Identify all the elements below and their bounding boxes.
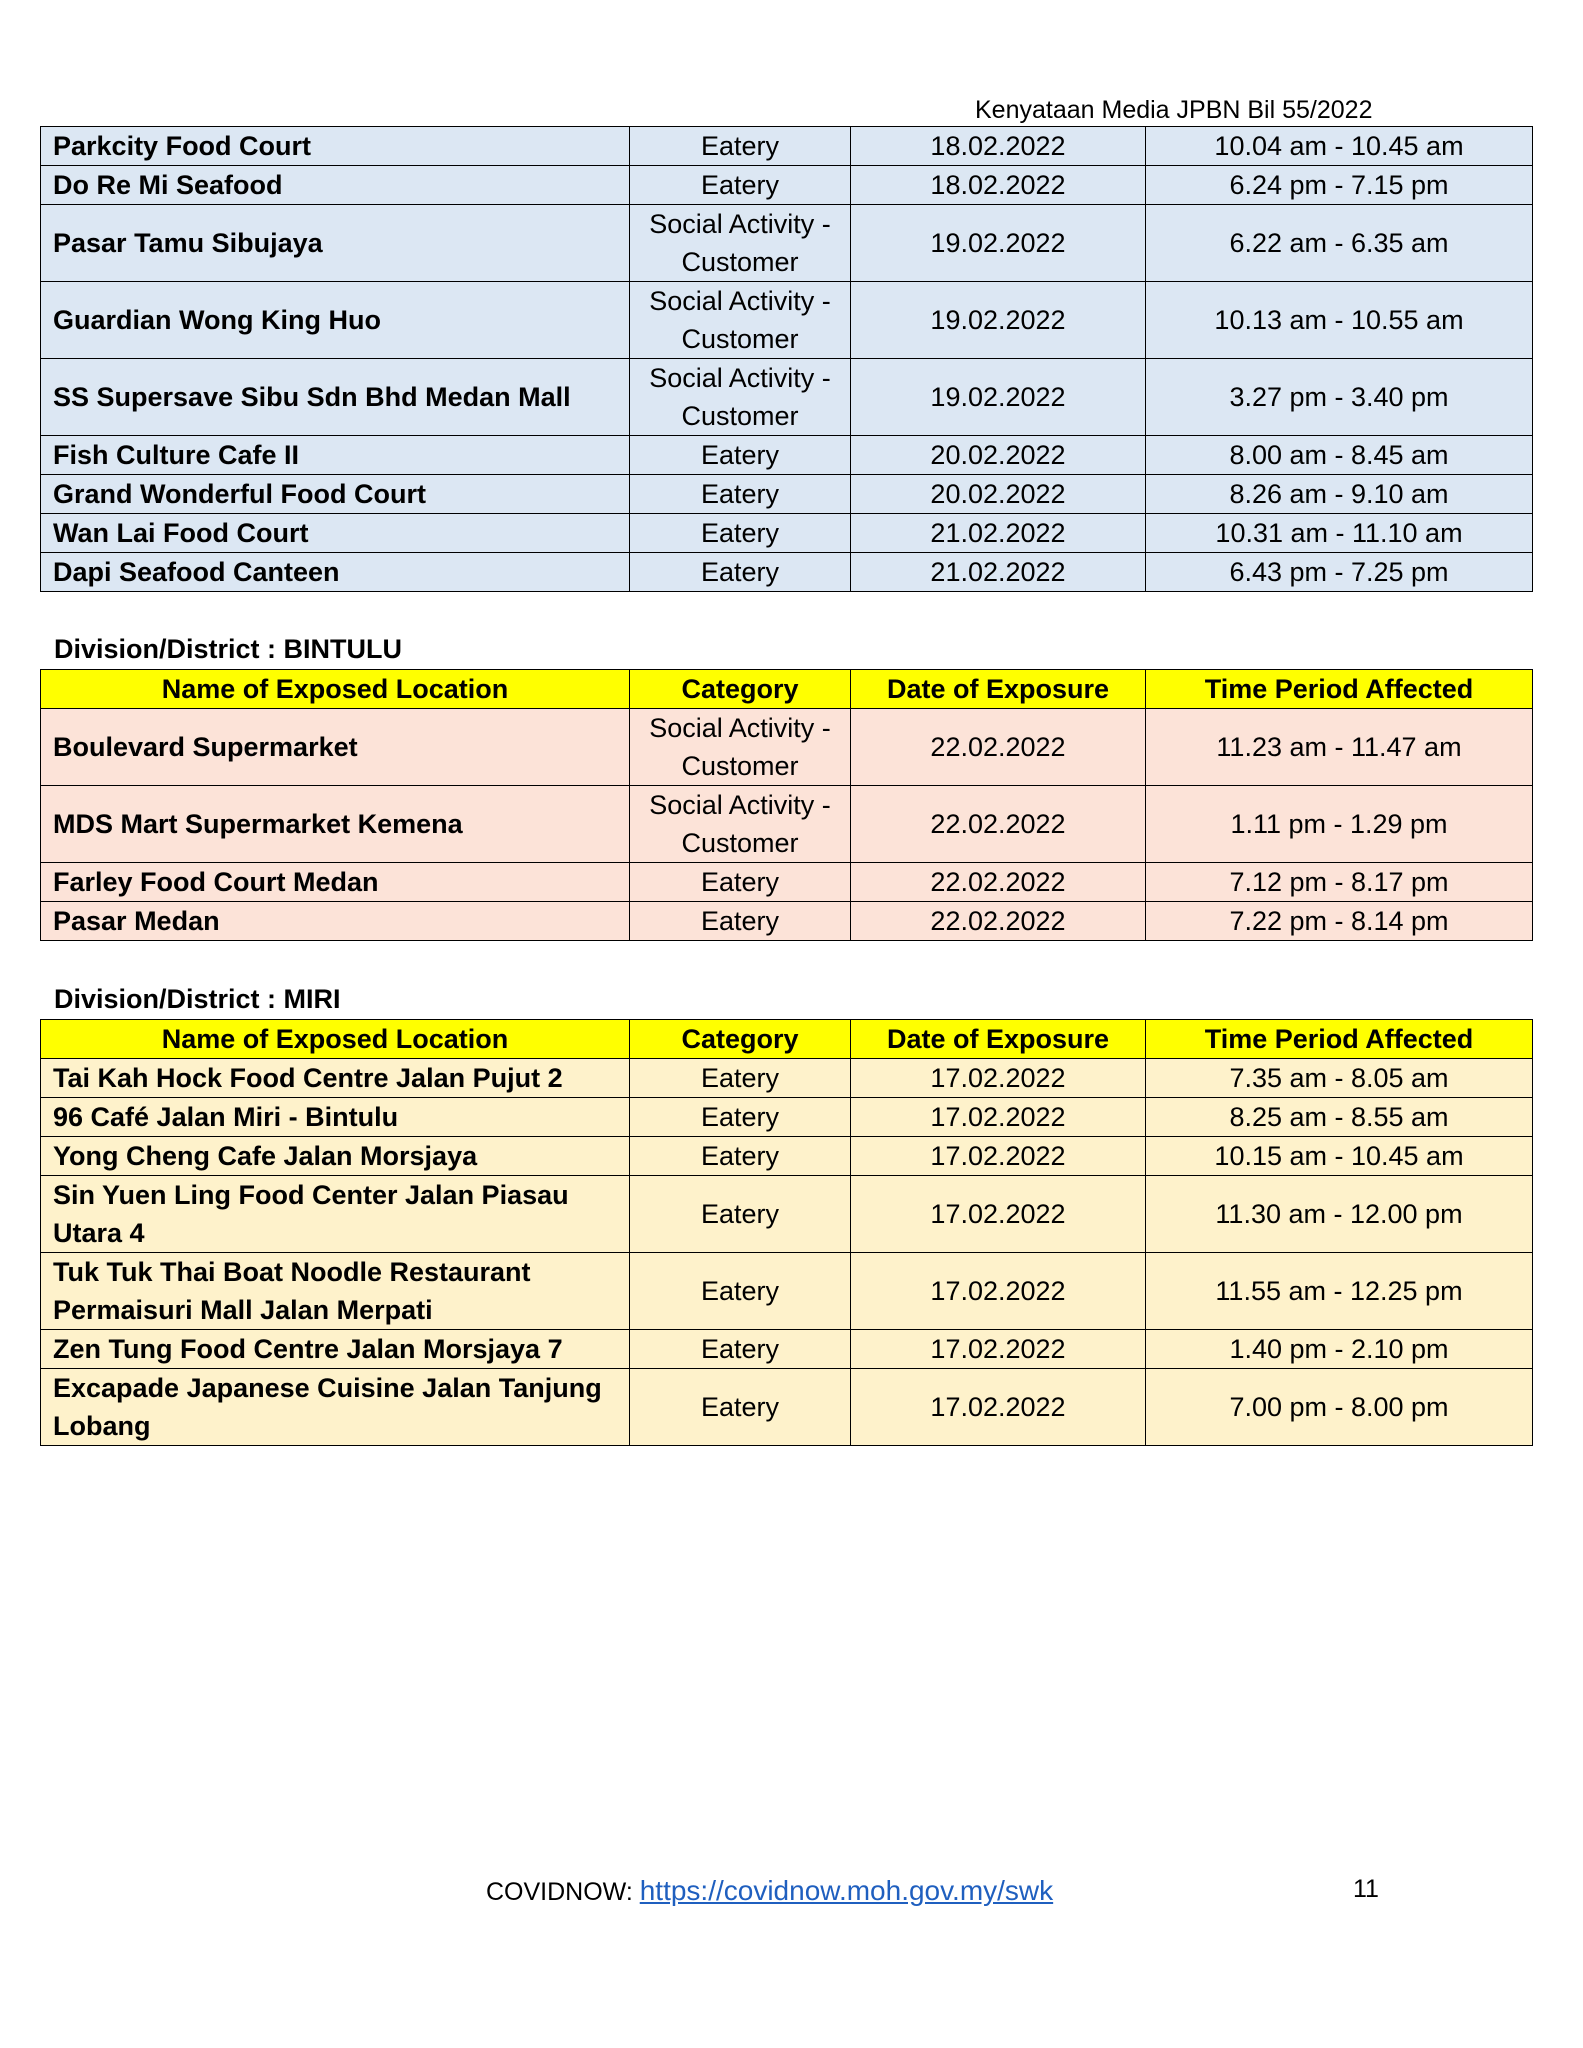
column-header-date: Date of Exposure xyxy=(851,670,1146,709)
location-name-cell: Do Re Mi Seafood xyxy=(41,166,630,205)
time-period-cell: 1.11 pm - 1.29 pm xyxy=(1146,786,1533,863)
time-period-cell: 10.04 am - 10.45 am xyxy=(1146,127,1533,166)
category-cell: Eatery xyxy=(630,863,851,902)
time-period-cell: 10.15 am - 10.45 am xyxy=(1146,1137,1533,1176)
location-name-cell: MDS Mart Supermarket Kemena xyxy=(41,786,630,863)
column-header-category: Category xyxy=(630,1020,851,1059)
time-period-cell: 7.00 pm - 8.00 pm xyxy=(1146,1369,1533,1446)
time-period-cell: 7.22 pm - 8.14 pm xyxy=(1146,902,1533,941)
table-row xyxy=(41,436,1533,475)
category-cell: Eatery xyxy=(630,1137,851,1176)
miri-exposure-table xyxy=(40,1019,1533,1446)
page-number: 11 xyxy=(1353,1875,1379,1903)
time-period-cell: 7.12 pm - 8.17 pm xyxy=(1146,863,1533,902)
location-name-cell: Pasar Medan xyxy=(41,902,630,941)
column-header-location: Name of Exposed Location xyxy=(41,1020,630,1059)
date-cell: 19.02.2022 xyxy=(851,205,1146,282)
footer xyxy=(486,1875,1053,1907)
category-cell: Eatery xyxy=(630,1369,851,1446)
date-cell: 17.02.2022 xyxy=(851,1137,1146,1176)
category-cell: Eatery xyxy=(630,514,851,553)
category-cell: Social Activity - Customer xyxy=(630,709,851,786)
table-row xyxy=(41,475,1533,514)
date-cell: 17.02.2022 xyxy=(851,1176,1146,1253)
sibu-exposure-table xyxy=(40,126,1533,592)
table-row xyxy=(41,282,1533,359)
table-row xyxy=(41,1059,1533,1098)
time-period-cell: 7.35 am - 8.05 am xyxy=(1146,1059,1533,1098)
category-cell: Eatery xyxy=(630,1253,851,1330)
column-header-location: Name of Exposed Location xyxy=(41,670,630,709)
location-name-cell: Zen Tung Food Centre Jalan Morsjaya 7 xyxy=(41,1330,630,1369)
column-header-time: Time Period Affected xyxy=(1146,1020,1533,1059)
date-cell: 22.02.2022 xyxy=(851,709,1146,786)
table-row xyxy=(41,786,1533,863)
location-name-cell: Yong Cheng Cafe Jalan Morsjaya xyxy=(41,1137,630,1176)
table-row xyxy=(41,1137,1533,1176)
location-name-cell: Fish Culture Cafe II xyxy=(41,436,630,475)
time-period-cell: 3.27 pm - 3.40 pm xyxy=(1146,359,1533,436)
location-name-cell: Tuk Tuk Thai Boat Noodle Restaurant Permaisuri Mall Jalan Merpati xyxy=(41,1253,630,1330)
table-row xyxy=(41,1176,1533,1253)
table-row xyxy=(41,1253,1533,1330)
location-name-cell: Wan Lai Food Court xyxy=(41,514,630,553)
date-cell: 22.02.2022 xyxy=(851,863,1146,902)
table-row xyxy=(41,863,1533,902)
date-cell: 17.02.2022 xyxy=(851,1253,1146,1330)
date-cell: 17.02.2022 xyxy=(851,1369,1146,1446)
table-header-row xyxy=(41,670,1533,709)
time-period-cell: 11.30 am - 12.00 pm xyxy=(1146,1176,1533,1253)
footer-label: COVIDNOW: xyxy=(486,1878,640,1906)
location-name-cell: Dapi Seafood Canteen xyxy=(41,553,630,592)
time-period-cell: 11.55 am - 12.25 pm xyxy=(1146,1253,1533,1330)
table-row xyxy=(41,359,1533,436)
category-cell: Eatery xyxy=(630,127,851,166)
location-name-cell: Pasar Tamu Sibujaya xyxy=(41,205,630,282)
table-row xyxy=(41,1098,1533,1137)
date-cell: 19.02.2022 xyxy=(851,359,1146,436)
column-header-category: Category xyxy=(630,670,851,709)
table-row xyxy=(41,166,1533,205)
bintulu-division-title: Division/District : BINTULU xyxy=(54,634,403,664)
location-name-cell: Parkcity Food Court xyxy=(41,127,630,166)
date-cell: 21.02.2022 xyxy=(851,553,1146,592)
category-cell: Social Activity - Customer xyxy=(630,359,851,436)
time-period-cell: 8.00 am - 8.45 am xyxy=(1146,436,1533,475)
date-cell: 22.02.2022 xyxy=(851,902,1146,941)
table-row xyxy=(41,127,1533,166)
table-row xyxy=(41,205,1533,282)
table-row xyxy=(41,1330,1533,1369)
column-header-time: Time Period Affected xyxy=(1146,670,1533,709)
category-cell: Eatery xyxy=(630,1176,851,1253)
category-cell: Eatery xyxy=(630,553,851,592)
category-cell: Eatery xyxy=(630,1059,851,1098)
date-cell: 19.02.2022 xyxy=(851,282,1146,359)
location-name-cell: 96 Café Jalan Miri - Bintulu xyxy=(41,1098,630,1137)
category-cell: Eatery xyxy=(630,1098,851,1137)
table-row xyxy=(41,1369,1533,1446)
column-header-date: Date of Exposure xyxy=(851,1020,1146,1059)
category-cell: Eatery xyxy=(630,475,851,514)
media-statement-reference: Kenyataan Media JPBN Bil 55/2022 xyxy=(975,96,1373,124)
time-period-cell: 11.23 am - 11.47 am xyxy=(1146,709,1533,786)
category-cell: Eatery xyxy=(630,166,851,205)
location-name-cell: Boulevard Supermarket xyxy=(41,709,630,786)
table-row xyxy=(41,553,1533,592)
covidnow-link[interactable]: https://covidnow.moh.gov.my/swk xyxy=(639,1875,1054,1906)
category-cell: Social Activity - Customer xyxy=(630,786,851,863)
location-name-cell: Excapade Japanese Cuisine Jalan Tanjung Lobang xyxy=(41,1369,630,1446)
location-name-cell: SS Supersave Sibu Sdn Bhd Medan Mall xyxy=(41,359,630,436)
date-cell: 18.02.2022 xyxy=(851,127,1146,166)
location-name-cell: Grand Wonderful Food Court xyxy=(41,475,630,514)
category-cell: Social Activity - Customer xyxy=(630,282,851,359)
time-period-cell: 10.13 am - 10.55 am xyxy=(1146,282,1533,359)
table-row xyxy=(41,902,1533,941)
category-cell: Eatery xyxy=(630,436,851,475)
time-period-cell: 6.43 pm - 7.25 pm xyxy=(1146,553,1533,592)
category-cell: Social Activity - Customer xyxy=(630,205,851,282)
location-name-cell: Guardian Wong King Huo xyxy=(41,282,630,359)
date-cell: 17.02.2022 xyxy=(851,1098,1146,1137)
category-cell: Eatery xyxy=(630,902,851,941)
location-name-cell: Sin Yuen Ling Food Center Jalan Piasau Utara 4 xyxy=(41,1176,630,1253)
date-cell: 20.02.2022 xyxy=(851,436,1146,475)
time-period-cell: 8.25 am - 8.55 am xyxy=(1146,1098,1533,1137)
date-cell: 21.02.2022 xyxy=(851,514,1146,553)
time-period-cell: 6.24 pm - 7.15 pm xyxy=(1146,166,1533,205)
date-cell: 17.02.2022 xyxy=(851,1330,1146,1369)
date-cell: 17.02.2022 xyxy=(851,1059,1146,1098)
category-cell: Eatery xyxy=(630,1330,851,1369)
location-name-cell: Tai Kah Hock Food Centre Jalan Pujut 2 xyxy=(41,1059,630,1098)
table-header-row xyxy=(41,1020,1533,1059)
date-cell: 22.02.2022 xyxy=(851,786,1146,863)
time-period-cell: 8.26 am - 9.10 am xyxy=(1146,475,1533,514)
table-row xyxy=(41,514,1533,553)
date-cell: 18.02.2022 xyxy=(851,166,1146,205)
table-row xyxy=(41,709,1533,786)
bintulu-exposure-table xyxy=(40,669,1533,941)
date-cell: 20.02.2022 xyxy=(851,475,1146,514)
miri-division-title: Division/District : MIRI xyxy=(54,984,341,1014)
location-name-cell: Farley Food Court Medan xyxy=(41,863,630,902)
time-period-cell: 6.22 am - 6.35 am xyxy=(1146,205,1533,282)
time-period-cell: 1.40 pm - 2.10 pm xyxy=(1146,1330,1533,1369)
time-period-cell: 10.31 am - 11.10 am xyxy=(1146,514,1533,553)
